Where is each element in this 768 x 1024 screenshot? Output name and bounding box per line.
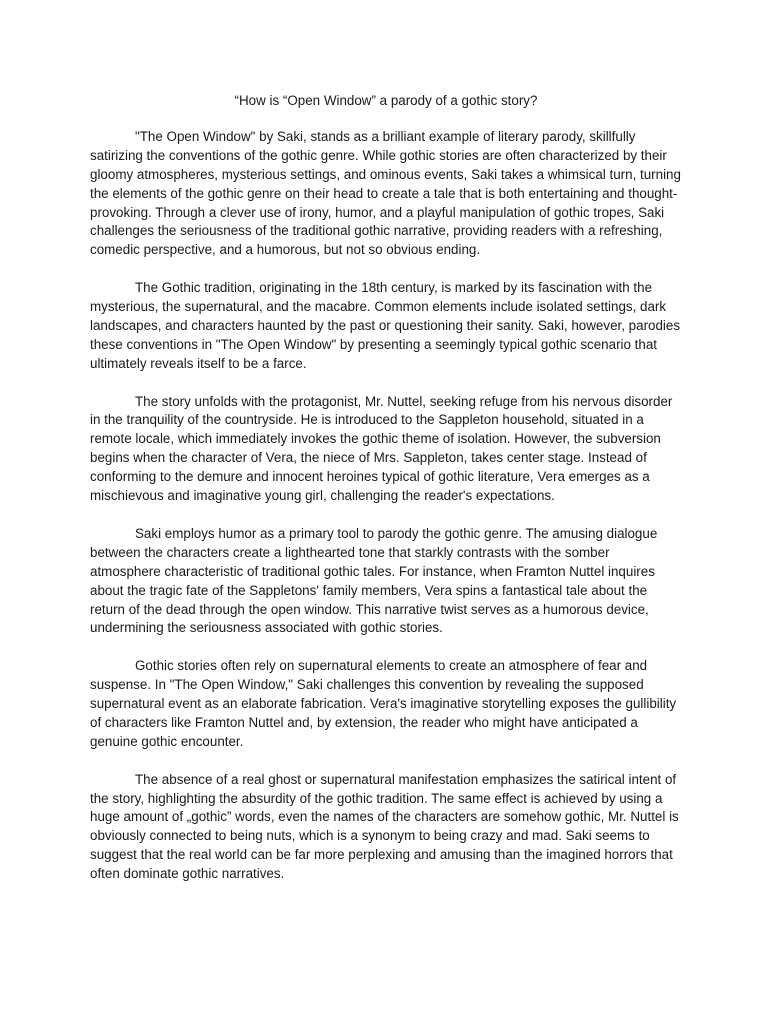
document-body bbox=[90, 92, 682, 903]
document-title: “How is “Open Window” a parody of a gothic story? bbox=[234, 93, 538, 108]
paragraph-1: "The Open Window" by Saki, stands as a brilliant example of literary parody, skillfully satirizing the conventions of the gothic genre. While gothic stories are often characterized by their gloomy atmospheres, mysterious settings, and ominous events, Saki takes a whimsical turn, turning the elements of the gothic genre on their head to create a tale that is both entertaining and thought-provoking. Through a clever use of irony, humor, and a playful manipulation of gothic tropes, Saki challenges the seriousness of the traditional gothic narrative, providing readers with a refreshing, comedic perspective, and a humorous, but not so obvious ending. bbox=[90, 128, 681, 258]
paragraph-3: The story unfolds with the protagonist, Mr. Nuttel, seeking refuge from his nervous disorder in the tranquility of the countryside. He is introduced to the Sappleton household, situated in a remote locale, which immediately invokes the gothic theme of isolation. However, the subversion begins when the character of Vera, the niece of Mrs. Sappleton, takes center stage. Instead of conforming to the demure and innocent heroines typical of gothic literature, Vera emerges as a mischievous and imaginative young girl, challenging the reader's expectations. bbox=[90, 393, 673, 504]
paragraph-2: The Gothic tradition, originating in the 18th century, is marked by its fascination with the mysterious, the supernatural, and the macabre. Common elements include isolated settings, dark landscapes, and characters haunted by the past or questioning their sanity. Saki, however, parodies these conventions in "The Open Window" by presenting a seemingly typical gothic scenario that ultimately reveals itself to be a farce. bbox=[90, 280, 681, 371]
paragraph-5: Gothic stories often rely on supernatural elements to create an atmosphere of fear and suspense. In "The Open Window," Saki challenges this convention by revealing the supposed supernatural event as an elaborate fabrication. Vera's imaginative storytelling exposes the gullibility of characters like Framton Nuttel and, by extension, the reader who might have anticipated a genuine gothic encounter. bbox=[90, 658, 677, 749]
paragraph-6: The absence of a real ghost or supernatural manifestation emphasizes the satirical intent of the story, highlighting the absurdity of the gothic tradition. The same effect is achieved by using a huge amount of „gothic” words, even the names of the characters are somehow gothic, Mr. Nuttel is obviously connected to being nuts, which is a synonym to being crazy and mad. Saki seems to suggest that the real world can be far more perplexing and amusing than the imagined horrors that often dominate gothic narratives. bbox=[90, 771, 679, 882]
paragraph-4: Saki employs humor as a primary tool to parody the gothic genre. The amusing dialogue between the characters create a lighthearted tone that starkly contrasts with the somber atmosphere characteristic of traditional gothic tales. For instance, when Framton Nuttel inquires about the tragic fate of the Sappletons' family members, Vera spins a fantastical tale about the return of the dead through the open window. This narrative twist serves as a humorous device, undermining the seriousness associated with gothic stories. bbox=[90, 525, 658, 636]
